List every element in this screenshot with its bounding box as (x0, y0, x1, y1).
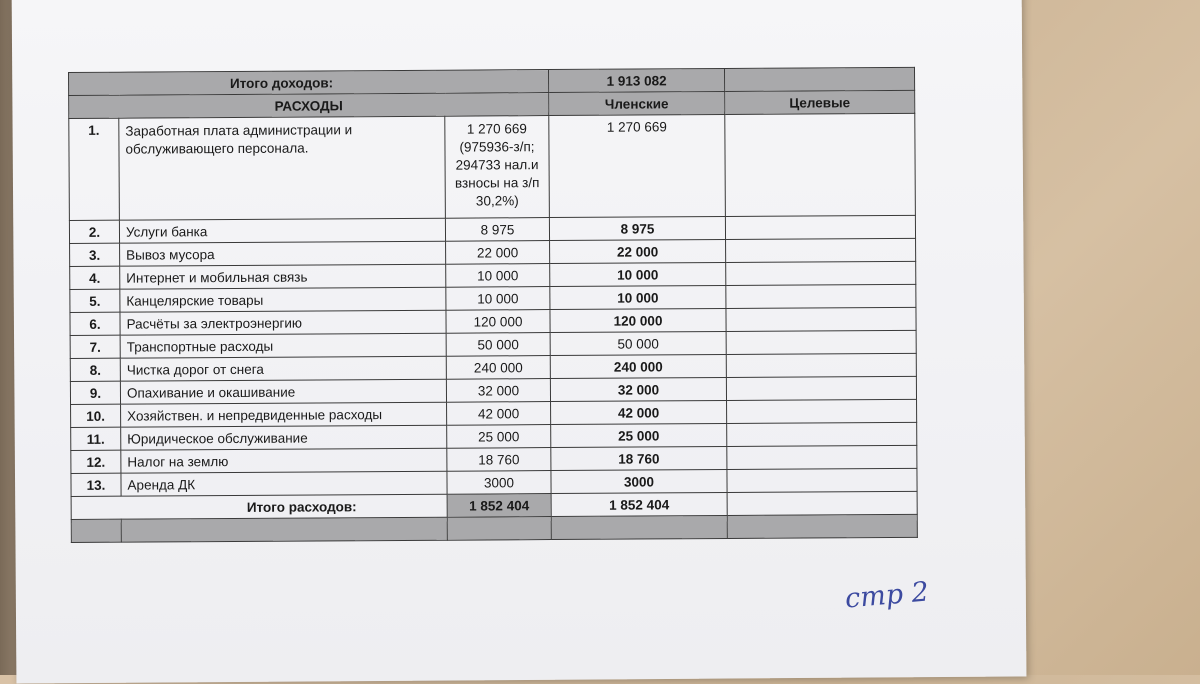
row-member: 22 000 (550, 239, 726, 263)
row-name: Хозяйствен. и непредвиденные расходы (121, 402, 447, 427)
table-row (69, 113, 916, 220)
total-amount: 1 852 404 (447, 494, 551, 518)
row-number: 11. (71, 427, 121, 450)
row-member: 10 000 (550, 285, 726, 309)
row-name: Заработная плата администрации и обслуживающего персонала. (119, 116, 446, 220)
row-name: Опахивание и окашивание (120, 379, 446, 404)
row-number: 5. (70, 289, 120, 312)
col-header-member: Членские (549, 91, 725, 115)
row-member: 42 000 (551, 400, 727, 424)
section-header: РАСХОДЫ (69, 93, 549, 119)
row-target (726, 353, 916, 377)
row-number: 2. (69, 220, 119, 243)
row-amount: 42 000 (447, 402, 551, 426)
row-number: 1. (69, 118, 120, 220)
row-name: Налог на землю (121, 448, 447, 473)
row-member: 1 270 669 (549, 114, 726, 217)
row-amount: 18 760 (447, 448, 551, 472)
row-name: Юридическое обслуживание (121, 425, 447, 450)
row-member: 10 000 (550, 262, 726, 286)
row-target (726, 284, 916, 308)
row-number: 7. (70, 335, 120, 358)
row-number: 8. (70, 358, 120, 381)
expenses-table (68, 67, 918, 543)
row-number: 12. (71, 450, 121, 473)
total-member: 1 852 404 (551, 492, 727, 516)
row-member: 32 000 (550, 377, 726, 401)
row-name: Чистка дорог от снега (120, 356, 446, 381)
row-target (726, 261, 916, 285)
row-member: 240 000 (550, 354, 726, 378)
row-member: 50 000 (550, 331, 726, 355)
income-value: 1 913 082 (548, 68, 724, 92)
row-target (727, 422, 917, 446)
row-amount: 22 000 (446, 241, 550, 265)
row-name: Расчёты за электроэнергию (120, 310, 446, 335)
row-number: 4. (70, 266, 120, 289)
row-target (726, 307, 916, 331)
row-name: Канцелярские товары (120, 287, 446, 312)
row-number: 13. (71, 473, 121, 496)
row-member: 18 760 (551, 446, 727, 470)
row-name: Транспортные расходы (120, 333, 446, 358)
row-target (726, 238, 916, 262)
row-target (727, 468, 917, 492)
row-target (726, 330, 916, 354)
row-name: Вывоз мусора (120, 241, 446, 266)
row-amount: 32 000 (446, 379, 550, 403)
row-amount: 3000 (447, 471, 551, 495)
row-target (727, 445, 917, 469)
row-number: 9. (70, 381, 120, 404)
income-label: Итого доходов: (69, 70, 549, 96)
row-name: Услуги банка (119, 218, 445, 243)
row-target (725, 215, 915, 239)
empty-footer-row (71, 514, 917, 542)
row-number: 6. (70, 312, 120, 335)
total-label: Итого расходов: (71, 494, 447, 519)
handwritten-page-number: стр 2 (843, 576, 930, 615)
row-member: 8 975 (549, 216, 725, 240)
row-member: 25 000 (551, 423, 727, 447)
row-amount: 8 975 (445, 218, 549, 242)
row-member: 120 000 (550, 308, 726, 332)
row-target (727, 399, 917, 423)
row-name: Интернет и мобильная связь (120, 264, 446, 289)
col-header-target: Целевые (725, 90, 915, 114)
row-amount: 50 000 (446, 333, 550, 357)
row-amount: 120 000 (446, 310, 550, 334)
row-member: 3000 (551, 469, 727, 493)
row-amount: 10 000 (446, 264, 550, 288)
row-target (726, 376, 916, 400)
row-amount: 25 000 (447, 425, 551, 449)
row-target (725, 113, 916, 216)
row-number: 10. (71, 404, 121, 427)
row-amount: 10 000 (446, 287, 550, 311)
row-number: 3. (70, 243, 120, 266)
row-name: Аренда ДК (121, 471, 447, 496)
row-amount: 1 270 669 (975936-з/п; 294733 нал.и взносы на з/п 30,2%) (445, 116, 550, 219)
row-amount: 240 000 (446, 356, 550, 380)
